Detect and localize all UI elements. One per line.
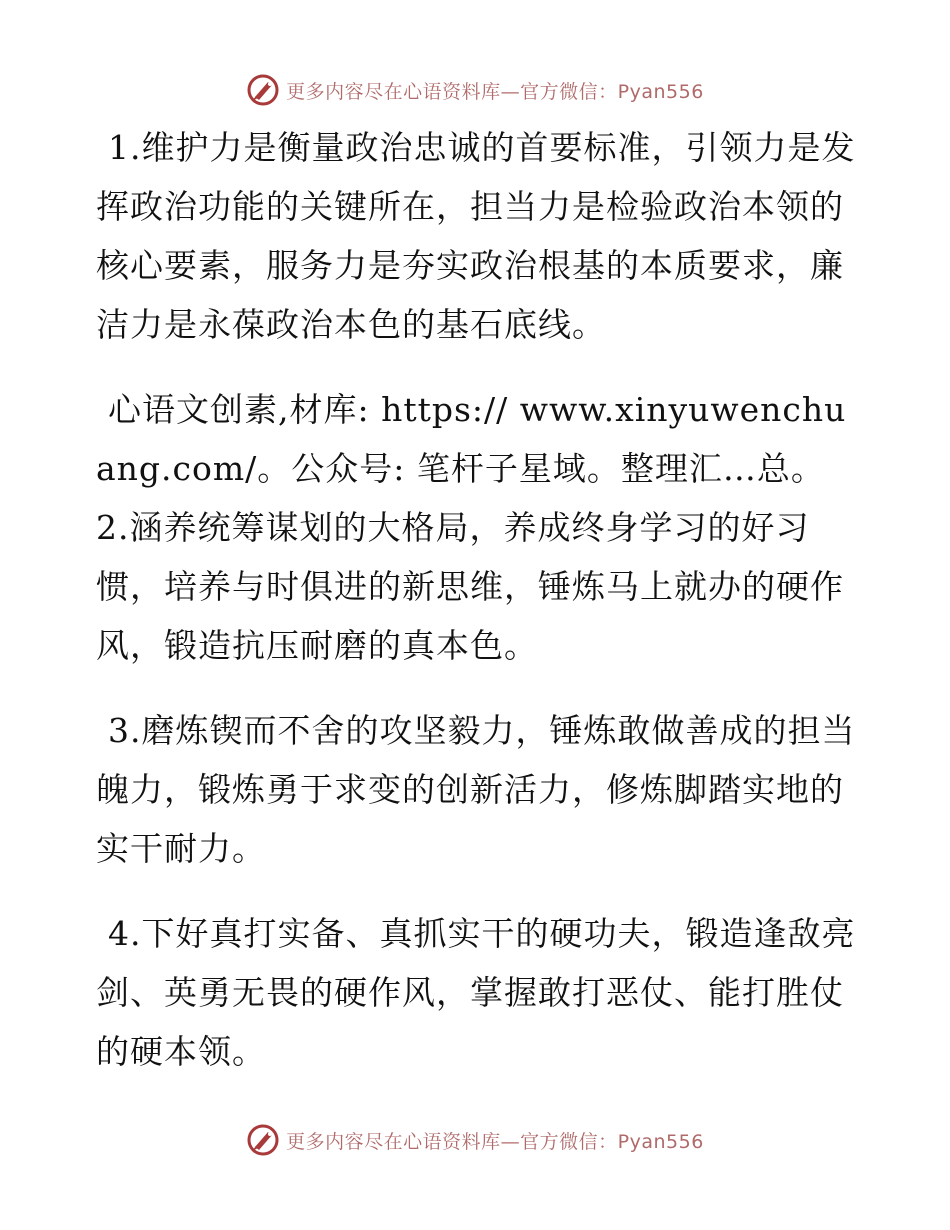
document-body [96, 118, 856, 1107]
paragraph-1: 1.维护力是衡量政治忠诚的首要标准，引领力是发挥政治功能的关键所在，担当力是检验政治本领的核心要素，服务力是夯实政治根基的本质要求，廉洁力是永葆政治本色的基石底线。 [96, 128, 856, 344]
header-watermark [0, 70, 950, 110]
footer-separator: — [500, 1130, 521, 1153]
footer-wechat-text: 官方微信：Pyan556 [520, 1130, 704, 1153]
quill-logo-icon [246, 1123, 280, 1157]
paragraph-3: 3.磨炼锲而不舍的攻坚毅力，锤炼敢做善成的担当魄力，锻炼勇于求变的创新活力，修炼脚踏实地的实干耐力。 [96, 711, 856, 868]
header-brand-text: 更多内容尽在心语资料库 [286, 80, 501, 103]
footer-watermark-text [286, 1127, 704, 1154]
header-watermark-text [286, 77, 704, 104]
footer-brand-text: 更多内容尽在心语资料库 [286, 1130, 501, 1153]
paragraph-4: 4.下好真打实备、真抓实干的硬功夫，锻造逢敌亮剑、英勇无畏的硬作风，掌握敢打恶仗、能打胜仗的硬本领。 [96, 914, 856, 1071]
footer-watermark [0, 1120, 950, 1160]
header-wechat-text: 官方微信：Pyan556 [520, 80, 704, 103]
header-separator: — [500, 80, 521, 103]
quill-logo-icon [246, 73, 280, 107]
paragraph-2: 心语文创素,材库: https:// www.xinyuwenchuang.com/。公众号: 笔杆子星域。整理汇…总。2.涵养统筹谋划的大格局，养成终身学习的好习惯，培养与时俱进的新思维，锤炼马上就办的硬作风，锻造抗压耐磨的真本色。 [96, 390, 847, 665]
